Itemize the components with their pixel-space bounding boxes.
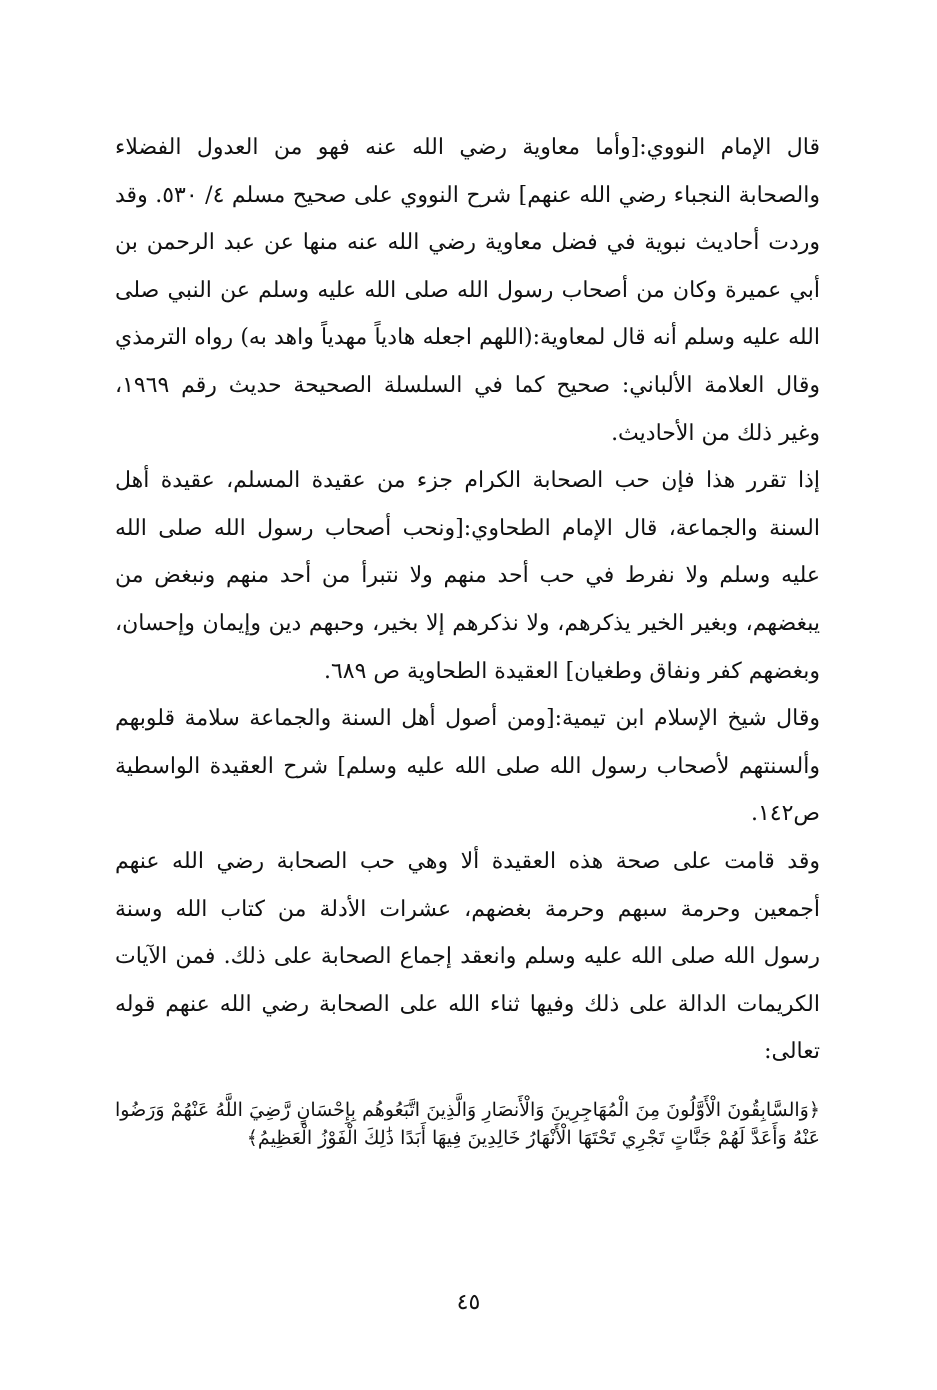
paragraph-nawawi-muawiya: قال الإمام النووي:[وأما معاوية رضي الله عنه فهو من العدول الفضلاء والصحابة النجباء رضي الله عنهم] شرح النووي على صحيح مسلم ٤/ ٥٣٠. وقد وردت أحاديث نبوية في فضل معاوية رضي الله عنه منها عن عبد الرحمن بن أبي عميرة وكان من أصحاب رسول الله صلى الله عليه وسلم عن النبي صلى الله عليه وسلم أنه قال لمعاوية:(اللهم اجعله هادياً مهدياً واهد به) رواه الترمذي وقال العلامة الألباني: صحيح كما في السلسلة الصحيحة حديث رقم ١٩٦٩، وغير ذلك من الأحاديث. [115, 135, 820, 446]
page-number: ٤٥ [456, 1290, 481, 1315]
paragraph-evidence-intro: وقد قامت على صحة هذه العقيدة ألا وهي حب الصحابة رضي الله عنهم أجمعين وحرمة سبهم وحرمة بغضهم، عشرات الأدلة من كتاب الله وسنة رسول الله صلى الله عليه وسلم وانعقد إجماع الصحابة على ذلك. فمن الآيات الكريمات الدالة على ذلك وفيها ثناء الله على الصحابة رضي الله عنهم قوله تعالى: [115, 848, 820, 1065]
body-text [115, 124, 820, 1076]
paragraph-ibn-taymiyya: وقال شيخ الإسلام ابن تيمية:[ومن أصول أهل السنة والجماعة سلامة قلوبهم وألسنتهم لأصحاب رسول الله صلى الله عليه وسلم] شرح العقيدة الواسطية ص١٤٢. [115, 706, 820, 827]
quran-verse: ﴿وَالسَّابِقُونَ الْأَوَّلُونَ مِنَ الْمُهَاجِرِينَ وَالْأَنصَارِ وَالَّذِينَ اتَّبَعُوهُم بِإِحْسَانٍ رَّضِيَ اللَّهُ عَنْهُمْ وَرَضُوا عَنْهُ وَأَعَدَّ لَهُمْ جَنَّاتٍ تَجْرِي تَحْتَهَا الْأَنْهَارُ خَالِدِينَ فِيهَا أَبَدًا ذَٰلِكَ الْفَوْزُ الْعَظِيمُ﴾ [115, 1099, 820, 1149]
paragraph-tahawi-creed: إذا تقرر هذا فإن حب الصحابة الكرام جزء من عقيدة المسلم، عقيدة أهل السنة والجماعة، قال الإمام الطحاوي:[ونحب أصحاب رسول الله صلى الله عليه وسلم ولا نفرط في حب أحد منهم ولا نتبرأ من أحد منهم ونبغض من يبغضهم، وبغير الخير يذكرهم، ولا نذكرهم إلا بخير، وحبهم دين وإيمان وإحسان، وبغضهم كفر ونفاق وطغيان] العقيدة الطحاوية ص ٦٨٩. [115, 468, 820, 684]
